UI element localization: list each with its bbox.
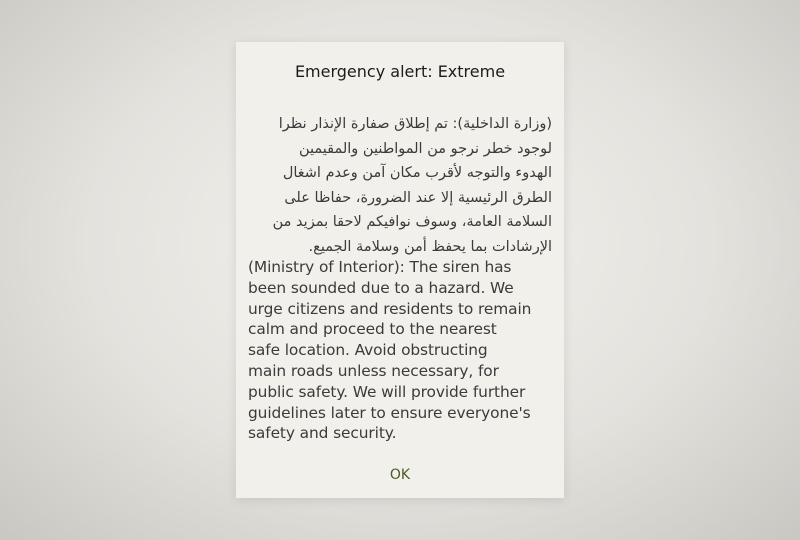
- alert-message-arabic: (وزارة الداخلية): تم إطلاق صفارة الإنذار نظرا لوجود خطر نرجو من المواطنين والمقيمين الهدوء والتوجه لأقرب مكان آمن وعدم اشغال الطرق الرئيسية إلا عند الضرورة، حفاظا على السلامة العامة، وسوف نوافيكم لاحقا بمزيد من الإرشادات بما يحفظ أمن وسلامة الجميع.: [272, 116, 552, 255]
- emergency-alert-dialog: [236, 42, 564, 498]
- ok-button[interactable]: OK: [389, 467, 411, 483]
- alert-message-english: (Ministry of Interior): The siren has been sounded due to a hazard. We urge citizens and residents to remain calm and proceed to the nearest safe location. Avoid obstructing main roads unless necessary, for public safety. We will provide further guidelines later to ensure everyone's safety and security.: [248, 258, 532, 443]
- alert-title: Emergency alert: Extreme: [294, 62, 506, 81]
